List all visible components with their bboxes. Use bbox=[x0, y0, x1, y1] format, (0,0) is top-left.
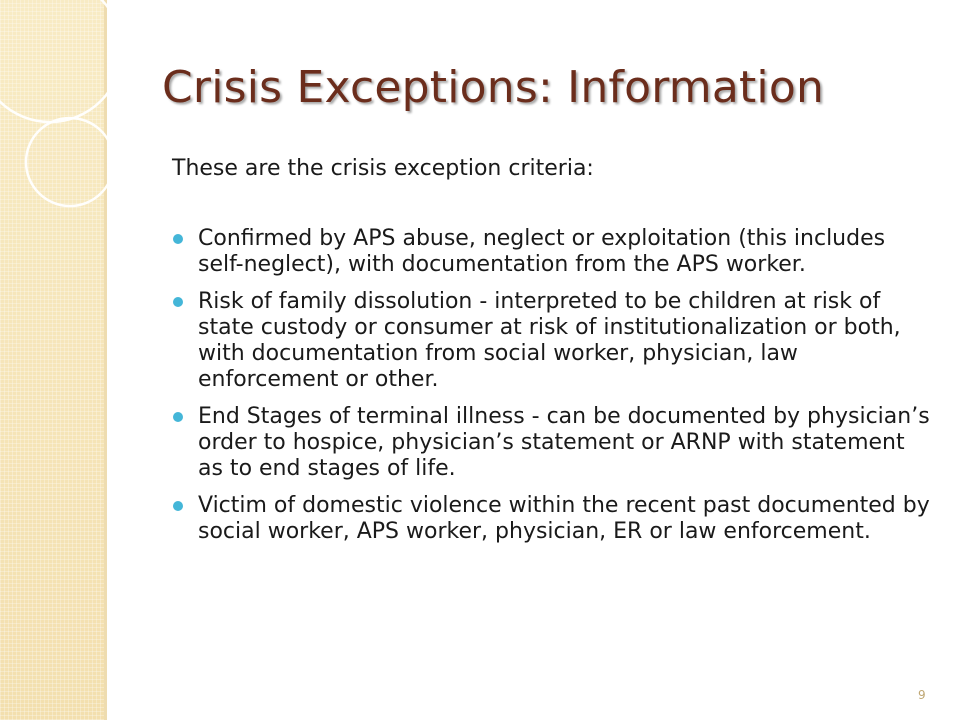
list-item-text: Victim of domestic violence within the recent past documented by social worker, APS worker, physician, ER or law enforcement. bbox=[198, 493, 930, 544]
bullet-dot-icon bbox=[173, 234, 183, 244]
page-number: 9 bbox=[918, 688, 926, 702]
decorative-ring-small bbox=[26, 118, 114, 206]
list-item bbox=[172, 493, 932, 545]
bullet-dot-icon bbox=[173, 297, 183, 307]
list-item-text: Confirmed by APS abuse, neglect or exploitation (this includes self-neglect), with documentation from the APS worker. bbox=[198, 226, 886, 277]
list-item bbox=[172, 404, 932, 482]
bullet-dot-icon bbox=[173, 501, 183, 511]
decorative-ring-large bbox=[0, 0, 122, 122]
criteria-list bbox=[172, 226, 932, 556]
bullet-dot-icon bbox=[173, 412, 183, 422]
list-item bbox=[172, 226, 932, 278]
intro-text: These are the crisis exception criteria: bbox=[172, 156, 594, 181]
decorative-rings bbox=[0, 0, 160, 260]
slide-title: Crisis Exceptions: Information bbox=[162, 62, 825, 113]
list-item-text: End Stages of terminal illness - can be documented by physician’s order to hospice, physician’s statement or ARNP with statement as to end stages of life. bbox=[198, 404, 930, 481]
list-item-text: Risk of family dissolution - interpreted to be children at risk of state custody or consumer at risk of institutionalization or both, with documentation from social worker, physician, law enforcement or other. bbox=[198, 289, 901, 392]
list-item bbox=[172, 289, 932, 393]
